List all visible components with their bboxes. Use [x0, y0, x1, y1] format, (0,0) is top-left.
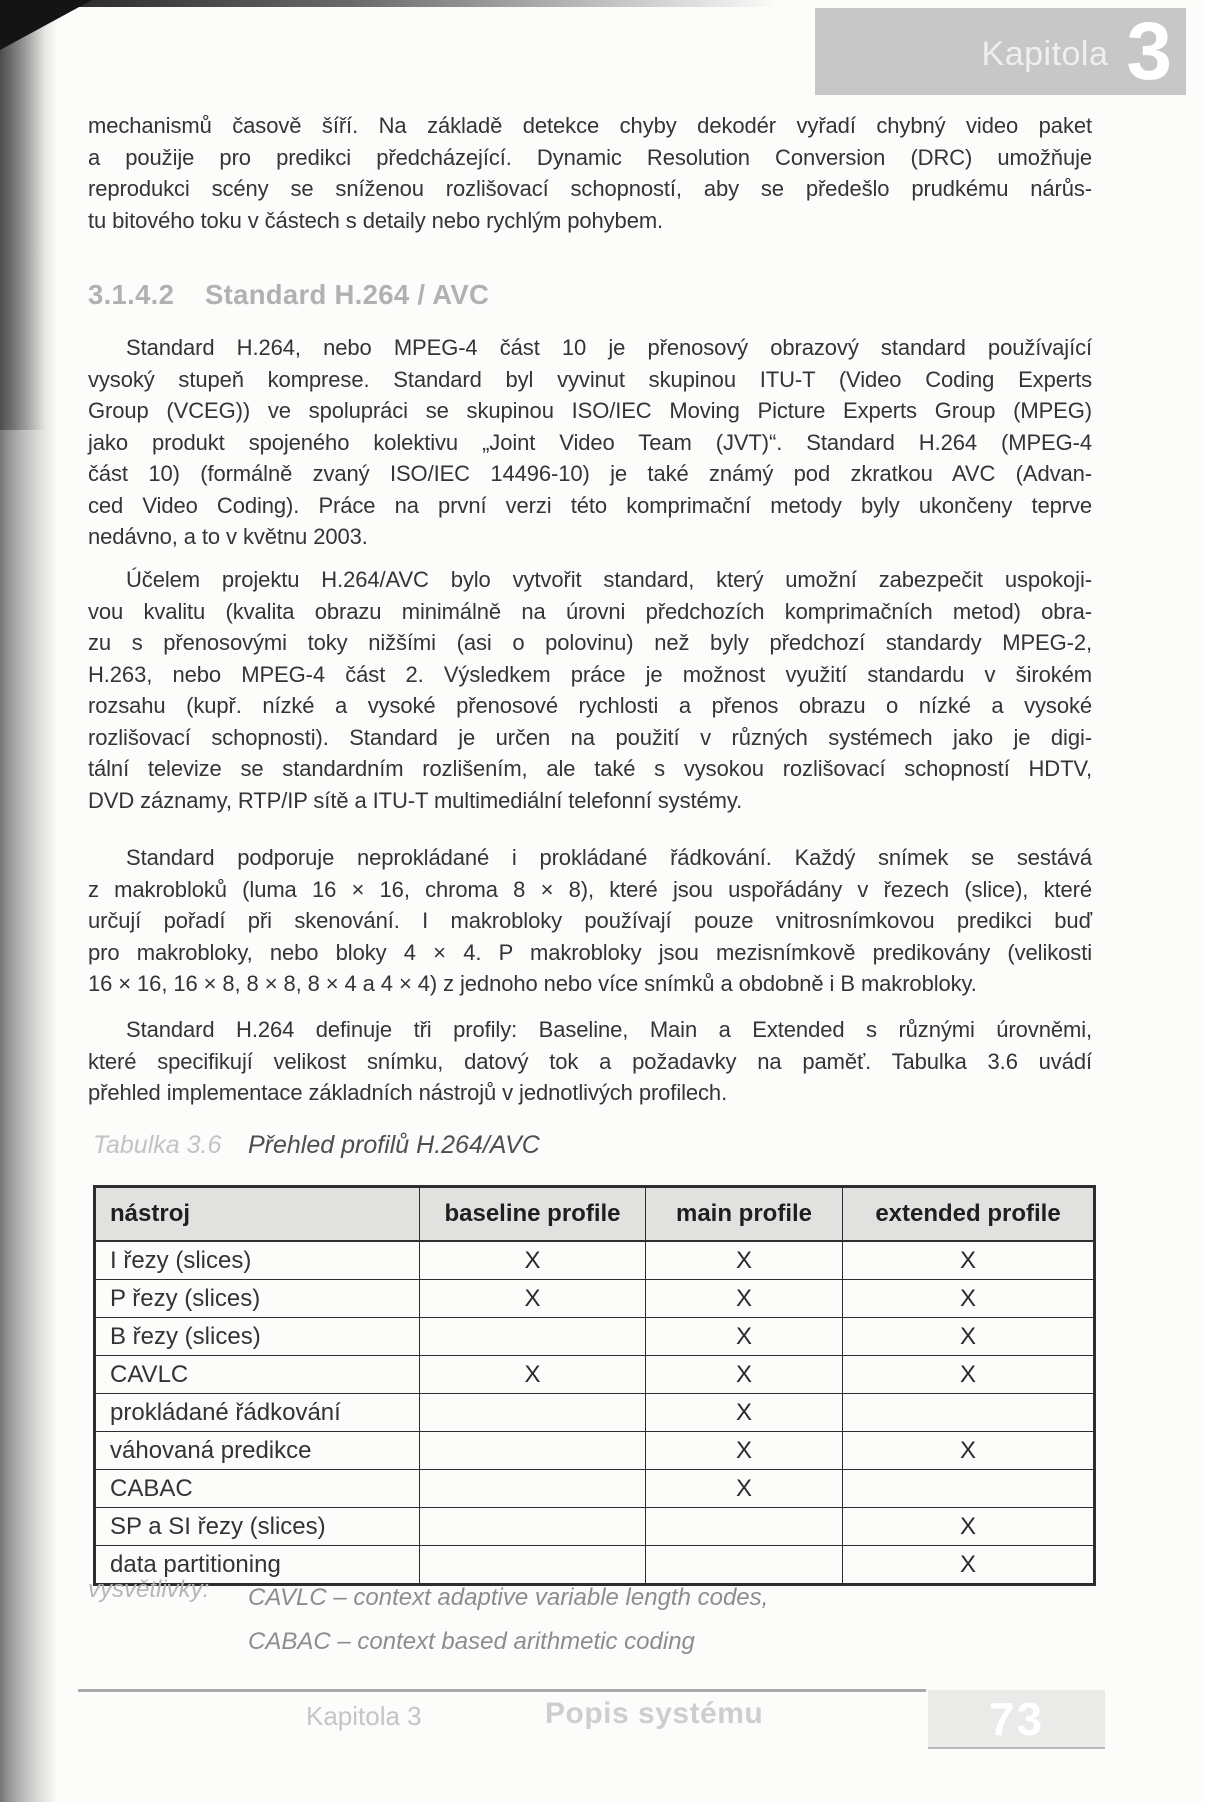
paragraph: [88, 332, 1092, 553]
text-line: část 10) (formálně zvaný ISO/IEC 14496-10) je také známý pod zkratkou AVC (Advan-: [88, 461, 1092, 486]
table-cell-extended: X: [843, 1280, 1095, 1318]
table-row: [95, 1432, 1095, 1470]
table-cell-tool: I řezy (slices): [95, 1241, 420, 1280]
text-line: Účelem projektu H.264/AVC bylo vytvořit standard, který umožní zabezpečit uspokoji-: [126, 567, 1092, 592]
text-line: tu bitového toku v částech s detaily nebo rychlým pohybem.: [88, 207, 664, 233]
table-cell-tool: data partitioning: [95, 1546, 420, 1585]
table-cell-tool: váhovaná predikce: [95, 1432, 420, 1470]
table-cell-extended: X: [843, 1508, 1095, 1546]
scan-top-edge: [0, 0, 780, 7]
paragraph: [88, 110, 1092, 236]
section-heading: [88, 279, 1092, 311]
text-line: Standard H.264, nebo MPEG-4 část 10 je přenosový obrazový standard používající: [126, 335, 1092, 360]
column-header-baseline: baseline profile: [420, 1187, 646, 1242]
chapter-tab-label: Kapitola: [981, 35, 1109, 73]
legend-line-cavlc: CAVLC – context adaptive variable length codes,: [248, 1584, 769, 1611]
profiles-table-header: [95, 1187, 1095, 1242]
table-row: [95, 1318, 1095, 1356]
table-row: [95, 1394, 1095, 1432]
table-caption-title: Přehled profilů H.264/AVC: [248, 1131, 540, 1159]
table-cell-baseline: X: [420, 1241, 646, 1280]
table-cell-main: X: [646, 1470, 843, 1508]
text-line: DVD záznamy, RTP/IP sítě a ITU-T multimediální telefonní systémy.: [88, 787, 743, 813]
table-cell-baseline: [420, 1470, 646, 1508]
text-line: které specifikují velikost snímku, datový tok a požadavky na paměť. Tabulka 3.6 uvádí: [88, 1048, 1092, 1074]
table-row: [95, 1241, 1095, 1280]
text-line: H.263, nebo MPEG-4 část 2. Výsledkem práce je možnost využití standardu v širokém: [88, 661, 1092, 687]
table-cell-extended: X: [843, 1432, 1095, 1470]
table-caption: [93, 1131, 540, 1160]
text-line: určují pořadí při skenování. I makrobloky používají pouze vnitrosnímkovou predikci buď: [88, 908, 1092, 933]
legend-lines: [248, 1576, 768, 1664]
table-row: [95, 1508, 1095, 1546]
table-cell-baseline: X: [420, 1280, 646, 1318]
table-cell-extended: X: [843, 1356, 1095, 1394]
text-line: pro makrobloky, nebo bloky 4 × 4. P makrobloky jsou mezisnímkově predikovány (velikosti: [88, 939, 1092, 965]
table-cell-main: X: [646, 1394, 843, 1432]
text-line: Standard podporuje neprokládané i prokládané řádkování. Každý snímek se sestává: [126, 845, 1092, 870]
table-row: [95, 1470, 1095, 1508]
text-line: rozlišovací schopnosti). Standard je určen na použití v různých systémech jako je digi-: [88, 724, 1092, 750]
table-cell-main: [646, 1508, 843, 1546]
table-cell-baseline: [420, 1432, 646, 1470]
profiles-table-body: [95, 1241, 1095, 1585]
chapter-tab: [815, 8, 1186, 95]
section-number: 3.1.4.2: [88, 279, 175, 310]
text-line: z makrobloků (luma 16 × 16, chroma 8 × 8), které jsou uspořádány v řezech (slice), které: [88, 876, 1092, 902]
text-line: mechanismů časově šíří. Na základě detekce chyby dekodér vyřadí chybný video paket: [88, 113, 1092, 138]
table-cell-baseline: [420, 1394, 646, 1432]
text-line: přehled implementace základních nástrojů v jednotlivých profilech.: [88, 1080, 728, 1105]
paragraph: [88, 1014, 1092, 1109]
page-number-box: [928, 1690, 1105, 1749]
table-cell-main: X: [646, 1280, 843, 1318]
text-line: zu s přenosovými toky nižšími (asi o polovinu) než byly předchozí standardy MPEG-2,: [88, 630, 1092, 655]
text-line: tální televize se standardním rozlišením, ale také s vysokou rozlišovací schopností HDTV,: [88, 756, 1092, 781]
column-header-main: main profile: [646, 1187, 843, 1242]
table-cell-extended: [843, 1394, 1095, 1432]
table-cell-extended: X: [843, 1546, 1095, 1585]
legend: [88, 1576, 768, 1664]
table-cell-baseline: X: [420, 1356, 646, 1394]
text-line: rozsahu (kupř. nízké a vysoké přenosové rychlosti a přenos obrazu o nízké a vysoké: [88, 693, 1092, 718]
table-cell-main: X: [646, 1318, 843, 1356]
legend-label: vysvětlivky:: [88, 1576, 210, 1603]
table-cell-extended: X: [843, 1318, 1095, 1356]
table-cell-main: X: [646, 1241, 843, 1280]
page-number: 73: [988, 1692, 1045, 1745]
paragraph: [88, 842, 1092, 1000]
text-line: reprodukci scény se sníženou rozlišovací schopností, aby se předešlo prudkému nárůs-: [88, 176, 1092, 201]
text-line: vou kvalitu (kvalita obrazu minimálně na úrovni předchozích komprimačních metod) obra-: [88, 598, 1092, 624]
table-cell-tool: SP a SI řezy (slices): [95, 1508, 420, 1546]
table-cell-baseline: [420, 1508, 646, 1546]
chapter-tab-number: 3: [1126, 6, 1172, 97]
text-line: a použije pro predikci předcházející. Dynamic Resolution Conversion (DRC) umožňuje: [88, 144, 1092, 170]
table-cell-extended: X: [843, 1241, 1095, 1280]
paragraph: [88, 564, 1092, 816]
text-line: Standard H.264 definuje tři profily: Baseline, Main a Extended s různými úrovněmi,: [126, 1017, 1092, 1042]
text-line: jako produkt spojeného kolektivu „Joint Video Team (JVT)“. Standard H.264 (MPEG-4: [88, 429, 1092, 455]
footer-rule: [78, 1689, 926, 1692]
text-line: 16 × 16, 16 × 8, 8 × 8, 8 × 4 a 4 × 4) z jednoho nebo více snímků a obdobně i B makrobloky.: [88, 971, 977, 996]
table-cell-tool: CABAC: [95, 1470, 420, 1508]
table-row: [95, 1356, 1095, 1394]
table-cell-main: X: [646, 1356, 843, 1394]
table-cell-tool: prokládané řádkování: [95, 1394, 420, 1432]
text-line: vysoký stupeň komprese. Standard byl vyvinut skupinou ITU-T (Video Coding Experts: [88, 366, 1092, 392]
footer-section-title: Popis systému: [545, 1697, 764, 1730]
section-title: Standard H.264 / AVC: [205, 279, 490, 310]
footer-chapter: Kapitola 3: [306, 1701, 422, 1731]
legend-line-cabac: CABAC – context based arithmetic coding: [248, 1628, 695, 1655]
table-cell-tool: B řezy (slices): [95, 1318, 420, 1356]
table-cell-extended: [843, 1470, 1095, 1508]
profiles-table: [93, 1185, 1096, 1586]
table-caption-label: Tabulka 3.6: [93, 1131, 222, 1159]
text-line: ced Video Coding). Práce na první verzi této komprimační metody byly ukončeny teprve: [88, 492, 1092, 518]
table-row: [95, 1280, 1095, 1318]
scan-gutter-shadow-top: [0, 0, 52, 430]
table-cell-tool: CAVLC: [95, 1356, 420, 1394]
table-cell-main: X: [646, 1432, 843, 1470]
column-header-extended: extended profile: [843, 1187, 1095, 1242]
table-cell-tool: P řezy (slices): [95, 1280, 420, 1318]
table-cell-baseline: [420, 1318, 646, 1356]
text-line: nedávno, a to v květnu 2003.: [88, 524, 368, 549]
column-header-tool: nástroj: [95, 1187, 420, 1242]
text-line: Group (VCEG)) ve spolupráci se skupinou ISO/IEC Moving Picture Experts Group (MPEG): [88, 398, 1092, 423]
